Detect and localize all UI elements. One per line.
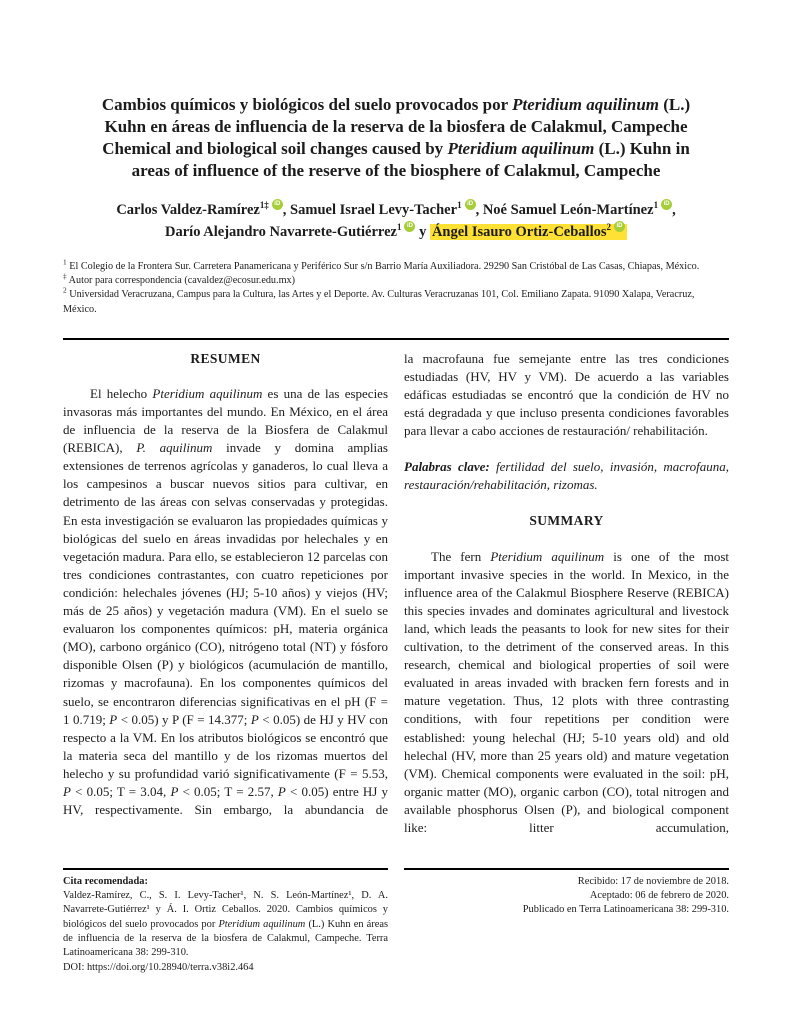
orcid-icon bbox=[272, 199, 283, 210]
keywords-label: Palabras clave: bbox=[404, 459, 490, 475]
received-date: Recibido: 17 de noviembre de 2018. bbox=[577, 875, 729, 887]
resumen-heading: RESUMEN bbox=[190, 350, 261, 366]
author-levy-tacher: Samuel Israel Levy-Tacher$^1$ iD , bbox=[290, 202, 483, 218]
keywords-paragraph bbox=[404, 458, 729, 494]
title-line-es-1: Cambios químicos y biológicos del suelo provocados por Pteridium aquilinum (L.) bbox=[101, 95, 691, 114]
citation-label: Cita recomendada: bbox=[63, 875, 148, 887]
correspondence-note: ‡ Autor para correspondencia (cavaldez@ecosur.edu.mx) bbox=[63, 271, 295, 287]
author-affiliation-marker: 1 bbox=[653, 200, 659, 211]
author-separator: y bbox=[415, 224, 430, 240]
resumen-continuation-paragraph: la macrofauna fue semejante entre las tres condiciones estudiadas (HV, HV y VM). De acuerdo a las variables edáficas estudiadas se encontró que la condición de HV no está degradada y que incluso presenta condiciones favorables para llevar a cabo acciones de restauración/ rehabilitación. bbox=[404, 350, 729, 439]
author-navarrete-gutierrez: Darío Alejandro Navarrete-Gutiérrez$^1$iD y bbox=[165, 224, 430, 240]
author-ortiz-ceballos-highlighted: Ángel Isauro Ortiz-Ceballos$^2$iD bbox=[430, 224, 627, 240]
keywords-text: fertilidad del suelo, invasión, macrofauna, restauración/rehabilitación, rizomas. bbox=[404, 459, 730, 493]
accepted-date: Aceptado: 06 de febrero de 2020. bbox=[589, 890, 729, 902]
published-line: Publicado en Terra Latinoamericana 38: 299-310. bbox=[522, 904, 729, 916]
affiliations-block bbox=[63, 257, 729, 317]
left-column bbox=[63, 350, 388, 862]
summary-heading: SUMMARY bbox=[529, 513, 604, 529]
recommended-citation-block bbox=[63, 868, 388, 975]
author-affiliation-marker: 2 bbox=[606, 222, 611, 233]
article-title bbox=[63, 94, 729, 182]
authors-line-2 bbox=[63, 221, 729, 243]
author-valdez-ramirez: Carlos Valdez-Ramírez$^{1\ddagger}$ iD , bbox=[116, 202, 290, 218]
page-footer bbox=[63, 868, 729, 975]
right-column bbox=[404, 350, 729, 862]
orcid-icon bbox=[661, 199, 672, 210]
affiliation-2: $^2$ Universidad Veracruzana, Campus para la Cultura, las Artes y el Deporte. Av. Culturas Veracruzanas 101, Col. Emiliano Zapata. 91090 Xalapa, Veracruz, México. bbox=[63, 286, 695, 315]
author-separator: , bbox=[475, 202, 483, 218]
title-line-es-2: Kuhn en áreas de influencia de la reserva de la biosfera de Calakmul, Campeche bbox=[104, 117, 688, 136]
summary-paragraph: The fern Pteridium aquilinum is one of the most important invasive species in the world. In Mexico, in the influence area of the Calakmul Biosphere Reserve (REBICA) this species invades and dominates agricultural and livestock land, which leads the peasants to look for new sites for their cultivation, to the detriment of the conserved areas. In this research, chemical and biological properties of soil were evaluated in areas invaded with bracken fern forests and in mature vegetation. Thus, 12 plots with three contrasting conditions, with four repetitions per condition were established: young helechal (HJ; 5-10 years old) and old helechal (HV, more than 25 years old) and mature vegetation (VM). Chemical components were evaluated in the soil: pH, organic matter (MO), organic carbon (CO), total nitrogen and available phosphorus Olsen (P), and biological component like: litter accumulation, bbox=[404, 548, 730, 835]
authors-block bbox=[63, 199, 729, 243]
header-divider-rule bbox=[63, 338, 729, 340]
title-line-en-1: Chemical and biological soil changes caused by Pteridium aquilinum (L.) Kuhn in bbox=[102, 139, 690, 158]
article-dates-block bbox=[404, 868, 729, 975]
citation-text: Valdez-Ramírez, C., S. I. Levy-Tacher¹, N. S. León-Martínez¹, D. A. Navarrete-Gutiérrez¹ y Á. I. Ortiz Ceballos. 2020. Cambios químicos y biológicos del suelo provocados por Pteridium aquilinum (L.) Kuhn en áreas de influencia de la reserva de la biosfera de Calakmul, Campeche. Terra Latinoamericana 38: 299-310. bbox=[63, 890, 389, 959]
author-separator: , bbox=[672, 202, 676, 218]
resumen-paragraph: El helecho Pteridium aquilinum es una de las especies invasoras más importantes del mundo. En México, en el área de influencia de la reserva de la Biosfera de Calakmul (REBICA), P. aquilinum invade y domina amplias extensiones de terrenos agrícolas y ganaderos, lo cual lleva a los campesinos a buscar nuevos sitios para cultivar, en detrimento de las áreas con selvas conservadas y protegidas. En esta investigación se evaluaron las propiedades químicas y biológicas del suelo en áreas invadidas por helechales y en vegetación madura. Para ello, se establecieron 12 parcelas con tres condiciones contrastantes, con cuatro repeticiones por condición: helechales jóvenes (HJ; 5-10 años) y viejos (HV; más de 25 años) y vegetación madura (VM). En el suelo se evaluaron los componentes químicos: pH, materia orgánica (MO), carbono orgánico (CO), nitrógeno total (NT) y fósforo disponible Olsen (P) y biológicos (acumulación de mantillo, rizomas y macrofauna). En los componentes químicos del suelo, se encontraron diferencias significativas en el pH (F = 1 0.719; P < 0.05) y P (F = 14.377; P < 0.05) de HJ y HV con respecto a la VM. En los atributos biológicos se encontró que la materia seca del mantillo y de los rizomas muertos del helecho y su profundidad varió significativamente (F = 5.53, P < 0.05; T = 3.04, P < 0.05; T = 2.57, P < 0.05) entre HJ y HV, respectivamente. Sin embargo, la abundancia de bbox=[63, 385, 389, 818]
author-affiliation-marker: 1 bbox=[396, 222, 402, 233]
orcid-icon bbox=[465, 199, 476, 210]
doi-text: DOI: https://doi.org/10.28940/terra.v38i2.464 bbox=[63, 961, 254, 973]
author-affiliation-marker: 1 bbox=[457, 200, 462, 211]
orcid-icon bbox=[404, 221, 415, 232]
author-affiliation-marker: 1‡ bbox=[259, 200, 269, 211]
affiliation-1: $^1$ El Colegio de la Frontera Sur. Carretera Panamericana y Periférico Sur s/n Barrio María Auxiliadora. 29290 San Cristóbal de Las Casas, Chiapas, México. bbox=[63, 257, 700, 272]
orcid-icon bbox=[614, 221, 625, 232]
author-separator: , bbox=[282, 202, 291, 218]
two-column-body bbox=[63, 350, 729, 862]
author-leon-martinez: Noé Samuel León-Martínez$^1$ iD , bbox=[483, 202, 676, 218]
authors-line-1 bbox=[63, 199, 729, 221]
title-line-en-2: areas of influence of the reserve of the biosphere of Calakmul, Campeche bbox=[131, 161, 661, 180]
